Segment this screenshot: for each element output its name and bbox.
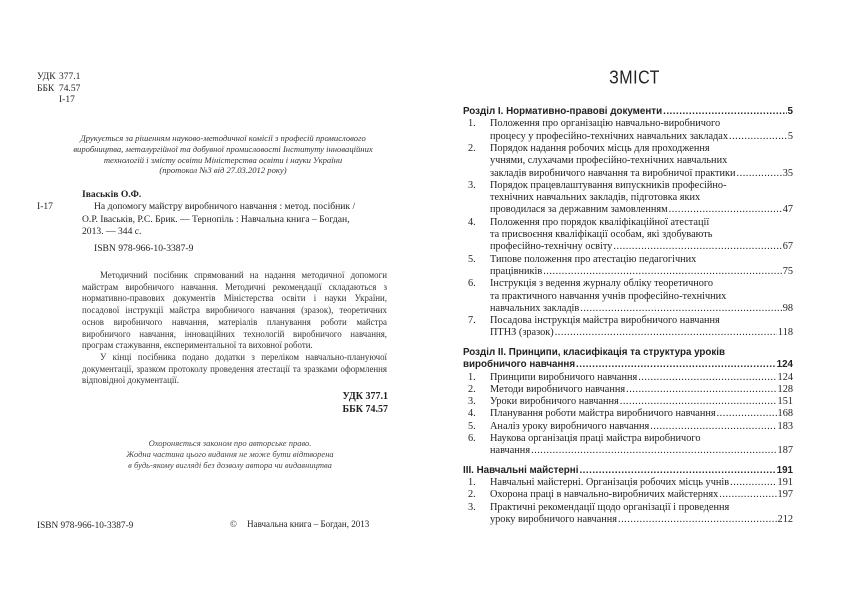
entry-title: Уроки виробничого навчання (490, 396, 619, 408)
leader-dots (717, 408, 777, 420)
toc-entry[interactable] (463, 118, 793, 143)
entry-number: 6. (468, 278, 476, 290)
bib-description (82, 201, 387, 238)
entry-body (490, 143, 793, 180)
page-number: 168 (777, 408, 793, 420)
entry-line: Посадова інструкція майстра виробничого навчання (490, 315, 720, 327)
bib-line: На допомогу майстру виробничого навчання : метод. посібник / (94, 201, 356, 213)
publisher-copyright: Навчальна книга – Богдан, 2013 (247, 519, 370, 529)
toc-entry[interactable] (463, 502, 793, 527)
page-number: 128 (777, 383, 793, 395)
entry-line: Порядок надання робочих місць для проходження (490, 143, 710, 154)
entry-body (490, 433, 793, 458)
page-number: 35 (782, 167, 793, 179)
bib-line: 2013. — 344 с. (82, 225, 142, 237)
entry-title: Планування роботи майстра виробничого навчання (490, 408, 716, 420)
copyright-line: в будь-якому вигляді без дозволу автора чи видавництва (128, 460, 332, 471)
entry-title: Охорона праці в навчально-виробничих майстернях (490, 489, 719, 501)
entry-number: 4. (468, 216, 476, 228)
entry-line: Практичні рекомендації щодо організації і проведення (490, 501, 730, 513)
leader-dots (543, 266, 781, 278)
leader-dots (620, 396, 777, 408)
section-title: Розділ І. Нормативно-правові документи (463, 106, 663, 117)
entry-line: та присвоєння кваліфікації особам, які здобувають (490, 229, 713, 241)
entry-title: Аналіз уроку виробничого навчання (490, 420, 650, 432)
leader-dots (730, 477, 776, 489)
entry-last-line (490, 327, 793, 339)
code-key: УДК (37, 72, 56, 82)
section-heading[interactable] (463, 106, 793, 118)
entry-line: Порядок працевлаштування випускників професійно- (490, 179, 727, 191)
toc-title: ЗМІСТ (609, 68, 660, 89)
approval-line: технологій і змісту освіти Міністерства освіти і науки України (103, 154, 343, 165)
toc-section (463, 465, 793, 527)
entry-line: Типове положення про атестацію педагогічних (490, 253, 697, 265)
code-value: 74.57 (59, 83, 81, 94)
bbk-bold-line: ББК 74.57 (342, 403, 388, 415)
leader-dots (618, 514, 777, 526)
entry-body (490, 180, 793, 217)
entry-title: уроку виробничого навчання (490, 513, 618, 525)
leader-dots (669, 204, 782, 216)
leader-dots (737, 168, 782, 180)
entry-line: Інструкція з ведення журналу обліку теоретичного (490, 278, 714, 290)
leader-dots (719, 489, 776, 501)
entry-last-line (490, 168, 793, 180)
copyright-line: Жодна частина цього видання не може бути відтворена (126, 449, 334, 460)
leader-dots (531, 445, 776, 457)
entry-line: Положення про організацію навчально-виробничого (490, 118, 721, 130)
bib-line: О.Р. Іваськів, Р.С. Брик. — Тернопіль : Навчальна книга – Богдан, (82, 213, 350, 225)
entry-body (490, 372, 793, 384)
bib-isbn: ISBN 978-966-10-3387-9 (94, 243, 194, 255)
entry-last-line (490, 131, 793, 143)
copyright-icon: © (230, 519, 237, 529)
section-title: виробничого навчання (463, 359, 576, 371)
entry-body (490, 384, 793, 396)
entry-number: 3. (468, 501, 476, 513)
entry-line: технічних навчальних закладів, підготовка яких (490, 192, 701, 204)
toc-entry[interactable] (463, 489, 793, 501)
entry-last-line (490, 514, 793, 526)
approval-line: (протокол №3 від 27.03.2012 року) (159, 165, 287, 176)
entry-line: та практичного навчання учнів професійно-технічних (490, 290, 727, 302)
toc-entry[interactable] (463, 278, 793, 315)
toc-entry[interactable] (463, 254, 793, 279)
entry-body (490, 502, 793, 527)
toc-entry[interactable] (463, 408, 793, 420)
bbk-row (37, 84, 80, 96)
entry-last-line (490, 445, 793, 457)
page-number: 5 (787, 106, 793, 117)
entry-last-line (490, 372, 793, 384)
entry-body (490, 118, 793, 143)
entry-last-line (490, 489, 793, 501)
classification-codes (37, 72, 80, 107)
toc-section (463, 347, 793, 458)
leader-dots (580, 303, 781, 315)
page-number: 151 (777, 396, 793, 408)
leader-dots (579, 465, 775, 477)
entry-title: закладів виробничого навчання та виробничої практики (490, 167, 736, 179)
toc-entry[interactable] (463, 396, 793, 408)
code-value: І-17 (59, 95, 75, 105)
section-heading-last-line (463, 106, 793, 118)
toc-section (463, 106, 793, 340)
entry-title: працівників (490, 265, 543, 277)
bibliographic-record (37, 189, 387, 255)
footer-isbn: ISBN 978-966-10-3387-9 (37, 521, 134, 531)
entry-title: Методи виробничого навчання (490, 383, 626, 395)
toc-entry[interactable] (463, 180, 793, 217)
entry-number: 3. (468, 396, 476, 408)
entry-body (490, 421, 793, 433)
approval-line: виробництва, металургійної та добувної промисловості Інституту інноваційних (73, 143, 373, 154)
entry-line: Наукова організація праці майстра виробничого (490, 433, 701, 445)
entry-body (490, 278, 793, 315)
toc-entry[interactable] (463, 421, 793, 433)
section-heading-last-line (463, 465, 793, 477)
toc-entry[interactable] (463, 315, 793, 340)
entry-body (490, 396, 793, 408)
entry-last-line (490, 204, 793, 216)
page-number: 191 (777, 477, 793, 489)
footer-copyright (230, 519, 369, 529)
udk-bold-block (300, 391, 388, 416)
class-code: І-17 (37, 201, 53, 213)
entry-number: 2. (468, 383, 476, 395)
leader-dots (729, 131, 787, 143)
section-heading-line: Розділ ІІ. Принципи, класифікація та структура уроків (463, 346, 726, 358)
page-number: 98 (782, 302, 793, 314)
entry-line: Положення про порядок кваліфікаційної атестації (490, 216, 710, 228)
copyright-line: Охороняється законом про авторське право. (148, 438, 312, 448)
section-heading[interactable] (463, 465, 793, 477)
entry-last-line (490, 303, 793, 315)
entry-number: 5. (468, 420, 476, 432)
entry-number: 2. (468, 143, 476, 154)
entry-body (490, 408, 793, 420)
entry-number: 6. (468, 433, 476, 445)
section-heading-last-line (463, 359, 793, 371)
code-key: ББК (37, 83, 55, 94)
page-number: 67 (782, 241, 793, 253)
page-number: 191 (776, 464, 793, 476)
entry-title: Навчальні майстерні. Організація робочих місць учнів (490, 477, 730, 489)
entry-number: 1. (468, 118, 476, 130)
page-number: 197 (777, 489, 793, 501)
entry-number: 1. (468, 371, 476, 383)
section-heading[interactable] (463, 347, 793, 372)
entry-body (490, 254, 793, 279)
approval-note (58, 133, 388, 176)
entry-last-line (490, 421, 793, 433)
entry-title: професійно-технічну освіту (490, 241, 613, 253)
entry-last-line (490, 384, 793, 396)
entry-last-line (490, 241, 793, 253)
toc-entry[interactable] (463, 217, 793, 254)
udk-bold-line: УДК 377.1 (342, 391, 388, 402)
entry-last-line (490, 266, 793, 278)
entry-line: учнями, слухачами професійно-технічних навчальних (490, 155, 728, 167)
toc-entry[interactable] (463, 384, 793, 396)
copyright-notice (80, 438, 380, 472)
entry-last-line (490, 477, 793, 489)
udk-row (37, 72, 80, 84)
entry-body (490, 315, 793, 340)
entry-title: ПТНЗ (зразок) (490, 327, 554, 339)
entry-number: 3. (468, 179, 476, 191)
entry-last-line (490, 408, 793, 420)
page-number: 75 (782, 265, 793, 277)
page-number: 5 (787, 130, 793, 142)
toc-entry[interactable] (463, 143, 793, 180)
toc-entry[interactable] (463, 372, 793, 384)
leader-dots (555, 327, 777, 339)
entry-number: 4. (468, 408, 476, 420)
page-number: 187 (777, 445, 793, 457)
bib-row (37, 201, 387, 238)
leader-dots (626, 384, 776, 396)
page-number: 47 (782, 204, 793, 216)
entry-number: 1. (468, 477, 476, 489)
page-number: 183 (777, 420, 793, 432)
toc-entry[interactable] (463, 433, 793, 458)
leader-dots (613, 241, 781, 253)
entry-number: 2. (468, 489, 476, 501)
page-number: 124 (777, 371, 793, 383)
page-number: 124 (776, 359, 793, 371)
leader-dots (576, 359, 776, 371)
abstract (82, 270, 387, 387)
leader-dots (650, 421, 776, 433)
code-key (37, 95, 59, 107)
abstract-paragraph: У кінці посібника подано додатки з переліком навчально-плануючої документації, зразком протоколу проведення атестації та зразками оформлення відповідної документації. (82, 351, 387, 386)
entry-body (490, 477, 793, 489)
leader-dots (663, 106, 786, 118)
author-mark-row (37, 95, 80, 107)
entry-title: Принципи виробничого навчання (490, 371, 638, 383)
entry-body (490, 489, 793, 501)
entry-title: проводилася за державним замовленням (490, 204, 668, 216)
entry-number: 5. (468, 253, 476, 265)
entry-title: навчальних закладів (490, 302, 580, 314)
table-of-contents (463, 106, 793, 533)
abstract-paragraph: Методичний посібник спрямований на надання методичної допомоги майстрам виробничого навчання. Методичні рекомендації складаються з нормативно-правових документів Міністерства освіти і науки України, посадової інструкції майстра виробничого навчання (зразок), теоретичних основ виробничого навчання, матеріалів планування роботи майстра виробничого навчання, інноваційних технологій виробничого навчання, програм стажування, експериментальної та виховної роботи. (82, 270, 387, 351)
entry-last-line (490, 396, 793, 408)
page-number: 118 (777, 327, 793, 339)
author-name: Іваськів О.Ф. (82, 189, 142, 200)
toc-entry[interactable] (463, 477, 793, 489)
entry-title: процесу у професійно-технічних навчальних закладах (490, 130, 729, 142)
leader-dots (638, 372, 776, 384)
code-value: 377.1 (59, 72, 81, 82)
entry-title: навчання (490, 445, 531, 457)
approval-line: Друкується за рішенням науково-методичної комісії з професій промислового (80, 133, 366, 143)
page-number: 212 (777, 513, 793, 525)
right-page (423, 0, 846, 600)
section-title: ІІІ. Навчальні майстерні (463, 464, 579, 476)
entry-body (490, 217, 793, 254)
entry-number: 7. (468, 315, 476, 327)
